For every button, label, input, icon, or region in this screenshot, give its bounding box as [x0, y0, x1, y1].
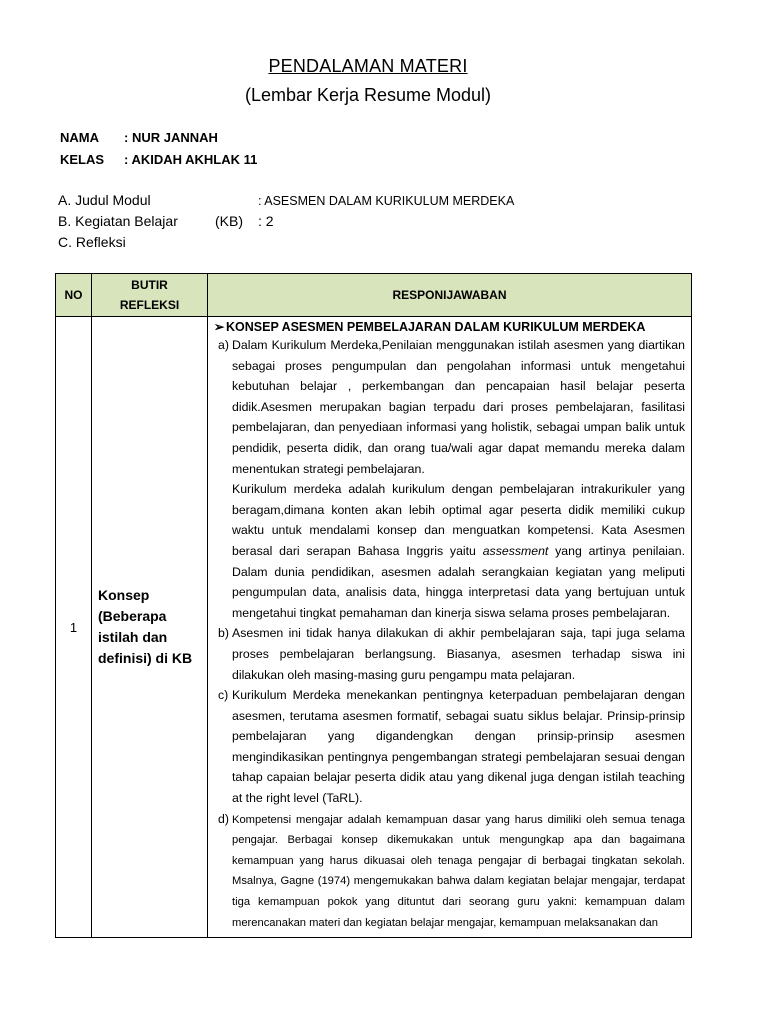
- refleksi-table: [55, 273, 692, 938]
- judul-modul-label: A. Judul Modul: [58, 192, 151, 208]
- kelas-value: : AKIDAH AKHLAK 11: [124, 152, 258, 167]
- document-subtitle: (Lembar Kerja Resume Modul): [244, 85, 492, 105]
- refleksi-label: C. Refleksi: [58, 234, 126, 250]
- point-c-label: c): [218, 688, 229, 703]
- point-a2-pre: Kurikulum merdeka adalah kurikulum dengan pembelajaran intrakurikuler yang beragam,dimana konten akan lebih optimal agar peserta didik memiliki cukup waktu untuk mendalami konsep dan menguatkan kompetensi. Kata Asesmen berasal dari serapan Bahasa Inggris yaitu: [232, 482, 685, 558]
- kegiatan-belajar-label: B. Kegiatan Belajar: [58, 213, 178, 229]
- table-row: [56, 317, 692, 938]
- respon-point-a: [214, 335, 685, 479]
- identity-kelas: [60, 152, 257, 167]
- kegiatan-belajar-value: : 2: [258, 213, 274, 229]
- respon-heading: [214, 319, 685, 335]
- kelas-label: KELAS: [60, 152, 105, 167]
- row-butir: Konsep (Beberapa istilah dan definisi) di KB: [92, 317, 208, 938]
- point-a2-emphasis: assessment: [482, 543, 549, 558]
- point-b-text: Asesmen ini tidak hanya dilakukan di akhir pembelajaran saja, tapi juga selama proses pembelajaran berlangsung. Biasanya, asesmen terhadap siswa ini dilakukan oleh masing-masing guru pengampu mata pelajaran.: [232, 626, 685, 682]
- meta-kegiatan-belajar: [58, 213, 274, 229]
- point-b-label: b): [218, 626, 229, 641]
- row-respon: [208, 317, 692, 938]
- header-butir: BUTIR REFLEKSI: [92, 274, 208, 317]
- point-c-text: Kurikulum Merdeka menekankan pentingnya keterpaduan pembelajaran dengan asesmen, terutama asesmen formatif, sebagai suatu siklus belajar. Prinsip-prinsip pembelajaran yang digandengkan dengan prinsip-prinsip asesmen mengindikasikan pentingnya pengembangan strategi pembelajaran sesuai dengan tahap capaian belajar peserta didik atau yang dikenal juga dengan istilah teaching at the right level (TaRL).: [232, 688, 685, 806]
- point-a-label: a): [218, 338, 229, 352]
- point-a2-post: yang artinya penilaian. Dalam dunia pendidikan, asesmen adalah serangkaian kegiatan yang meliputi pengumpulan data, analisis data, hingga interpretasi data yang bertujuan untuk mengetahui tingkat pemahaman dan kinerja siswa selama proses pembelajaran.: [232, 543, 685, 620]
- meta-refleksi: [58, 234, 126, 250]
- judul-modul-value: : ASESMEN DALAM KURIKULUM MERDEKA: [258, 194, 515, 208]
- respon-point-b: [214, 623, 685, 685]
- meta-judul-modul: [58, 192, 514, 208]
- respon-heading-text: KONSEP ASESMEN PEMBELAJARAN DALAM KURIKULUM MERDEKA: [226, 320, 646, 334]
- row-no: 1: [56, 317, 92, 938]
- kegiatan-belajar-kb: (KB): [215, 213, 243, 229]
- document-title: PENDALAMAN MATERI: [268, 56, 468, 76]
- arrow-bullet-icon: ➢: [214, 320, 225, 334]
- table-header-row: [56, 274, 692, 317]
- point-d-label: d): [218, 811, 229, 826]
- nama-value: : NUR JANNAH: [124, 130, 218, 145]
- header-respon: RESPONIJAWABAN: [208, 274, 692, 317]
- point-a-text: Dalam Kurikulum Merdeka,Penilaian menggunakan istilah asesmen yang diartikan sebagai proses pengumpulan dan pengolahan informasi untuk mengetahui kebutuhan belajar , perkembangan dan pencapaian hasil belajar peserta didik.Asesmen merupakan bagian terpadu dari proses pembelajaran, fasilitasi pembelajaran, dan penyediaan informasi yang holistik, sebagai umpan balik untuk pendidik, peserta didik, dan orang tua/wali agar dapat memandu mereka dalam menentukan strategi pembelajaran.: [232, 338, 685, 476]
- header-no: NO: [56, 274, 92, 317]
- respon-point-a-continued: [214, 479, 685, 623]
- respon-point-c: [214, 685, 685, 809]
- identity-nama: [60, 130, 218, 145]
- nama-label: NAMA: [60, 130, 99, 145]
- point-d-text: Kompetensi mengajar adalah kemampuan dasar yang harus dimiliki oleh semua tenaga pengajar. Berbagai konsep dikemukakan untuk mengungkap apa dan bagaimana kemampuan yang harus dikuasai oleh tenaga pengajar di berbagai tingkatan sekolah. Msalnya, Gagne (1974) mengemukakan bahwa dalam kegiatan belajar mengajar, terdapat tiga kemampuan pokok yang dituntut dari seorang guru yakni: kemampuan dalam merencanakan materi dan kegiatan belajar mengajar, kemampuan melaksanakan dan: [232, 813, 685, 929]
- respon-point-d: [214, 809, 685, 934]
